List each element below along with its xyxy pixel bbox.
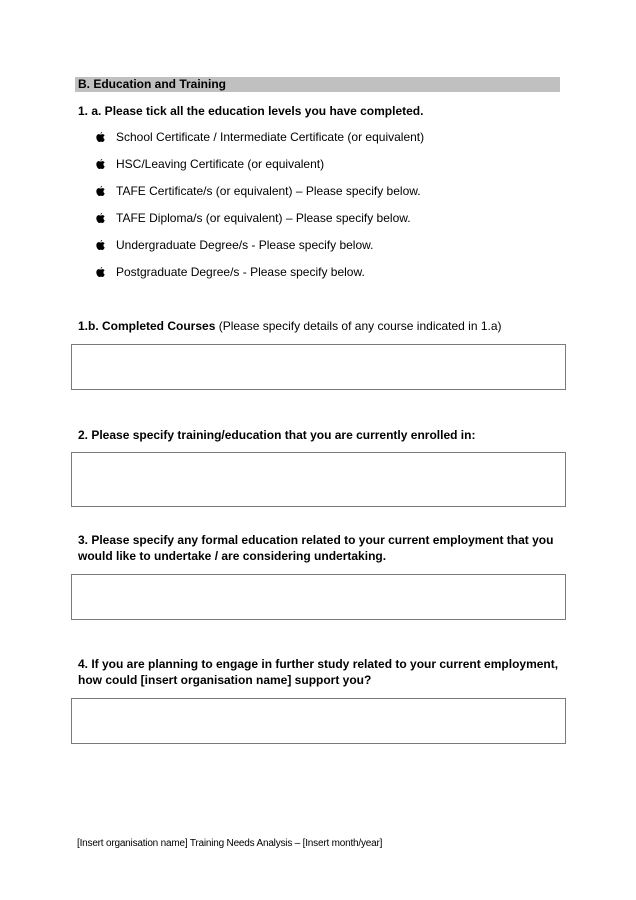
apple-bullet-icon [96,129,116,146]
question-3-label [78,532,578,564]
apple-bullet-icon [96,183,116,200]
education-option-label: Postgraduate Degree/s - Please specify below. [116,265,365,279]
planned-education-answer-box[interactable] [71,574,566,620]
apple-bullet-icon [96,210,116,227]
section-header: B. Education and Training [75,77,560,92]
education-option-label: Undergraduate Degree/s - Please specify below. [116,238,374,252]
education-option[interactable] [96,129,424,156]
question-1b-title: 1.b. Completed Courses [78,319,216,333]
education-option-label: TAFE Certificate/s (or equivalent) – Please specify below. [116,184,421,198]
education-option[interactable] [96,183,424,210]
page-footer: [Insert organisation name] Training Needs Analysis – [Insert month/year] [77,838,383,849]
education-option[interactable] [96,156,424,183]
current-enrolment-answer-box[interactable] [71,452,566,507]
apple-bullet-icon [96,237,116,254]
question-3-line-2: would like to undertake / are considering undertaking. [78,549,387,563]
question-1b-hint: (Please specify details of any course indicated in 1.a) [215,319,502,333]
question-1b-label [78,318,558,334]
question-3-line-1: 3. Please specify any formal education related to your current employment that you [78,533,554,547]
question-2-label: 2. Please specify training/education that you are currently enrolled in: [78,428,476,442]
completed-courses-answer-box[interactable] [71,344,566,390]
apple-bullet-icon [96,156,116,173]
question-4-line-1: 4. If you are planning to engage in further study related to your current employment, [78,657,559,671]
question-1a-label: 1. a. Please tick all the education levels you have completed. [78,104,424,118]
education-option-label: TAFE Diploma/s (or equivalent) – Please specify below. [116,211,411,225]
education-option-label: School Certificate / Intermediate Certificate (or equivalent) [116,130,425,144]
education-option[interactable] [96,264,424,291]
education-option[interactable] [96,237,424,264]
question-4-label [78,656,578,688]
education-option-label: HSC/Leaving Certificate (or equivalent) [116,157,325,171]
education-level-list [96,129,424,291]
education-option[interactable] [96,210,424,237]
question-4-line-2: how could [insert organisation name] support you? [78,673,372,687]
apple-bullet-icon [96,264,116,281]
organisation-support-answer-box[interactable] [71,698,566,744]
